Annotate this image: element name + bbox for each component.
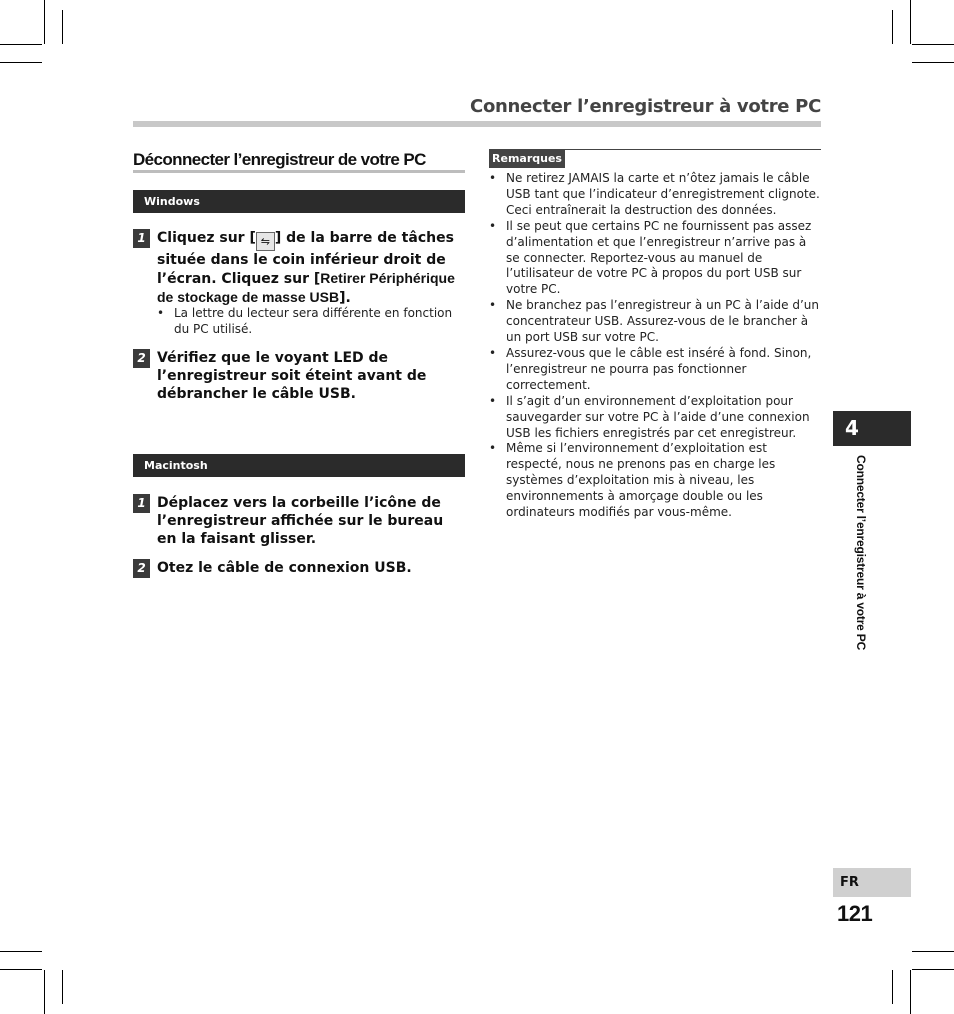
step-text-part: ]. bbox=[339, 290, 351, 306]
step-text-part: ] de la barre de tâches située dans le coin inférieur droit de l’écran. Cliquez sur [ bbox=[157, 230, 454, 287]
crop-mark bbox=[62, 10, 63, 44]
windows-step-1-number: 1 bbox=[133, 229, 150, 248]
crop-mark bbox=[44, 970, 45, 1014]
mac-step-1-text: Déplacez vers la corbeille l’icône de l’enregistreur affichée sur le bureau en la faisant glisser. bbox=[157, 495, 444, 547]
crop-mark bbox=[44, 0, 45, 44]
list-item bbox=[489, 394, 821, 442]
crop-mark bbox=[912, 44, 954, 45]
list-item-text: Même si l’environnement d’exploitation est respecté, nous ne prenons pas en charge les systèmes d’exploitation mis à niveau, les environnements à amorçage double ou les ordinateurs modifiés par vous-même. bbox=[506, 441, 776, 520]
page-number: 121 bbox=[837, 901, 873, 926]
windows-bar: Windows bbox=[133, 190, 465, 213]
windows-step-2-text: Vérifiez que le voyant LED de l’enregistreur soit éteint avant de débrancher le câble USB. bbox=[157, 350, 427, 402]
mac-step-2-text: Otez le câble de connexion USB. bbox=[157, 560, 412, 576]
list-item-text: Assurez-vous que le câble est inséré à fond. Sinon, l’enregistreur ne pourra pas fonctionner correctement. bbox=[506, 345, 812, 392]
list-item bbox=[489, 171, 821, 219]
mac-step-2-number: 2 bbox=[133, 559, 150, 578]
crop-mark bbox=[912, 969, 954, 970]
header-rule bbox=[133, 121, 821, 127]
crop-mark bbox=[62, 970, 63, 1004]
list-item bbox=[489, 219, 821, 299]
bullet: • bbox=[489, 298, 497, 313]
crop-mark bbox=[912, 62, 954, 63]
crop-mark bbox=[0, 44, 42, 45]
list-item-text: Il se peut que certains PC ne fournissent pas assez d’alimentation et que l’enregistreur n’arrive pas à se connecter. Reportez-vous au manuel de l’utilisateur de votre PC à propos du port USB sur votre PC. bbox=[506, 218, 812, 297]
crop-mark bbox=[912, 951, 954, 952]
chapter-number-tab: 4 bbox=[833, 411, 911, 446]
crop-mark bbox=[892, 970, 893, 1004]
windows-step-2-number: 2 bbox=[133, 349, 150, 368]
macintosh-bar: Macintosh bbox=[133, 454, 465, 477]
section-title: Déconnecter l’enregistreur de votre PC bbox=[133, 150, 426, 169]
chapter-side-title: Connecter l’enregistreur à votre PC bbox=[854, 455, 868, 651]
remarques-list bbox=[489, 171, 821, 521]
list-item-text: Ne retirez JAMAIS la carte et n’ôtez jamais le câble USB tant que l’indicateur d’enregistrement clignote. Ceci entraînerait la destruction des données. bbox=[506, 171, 820, 217]
crop-mark bbox=[0, 969, 42, 970]
bullet: • bbox=[489, 393, 497, 408]
windows-step-1-note bbox=[157, 306, 467, 337]
section-title-underline bbox=[133, 170, 465, 173]
list-item-text: Il s’agit d’un environnement d’exploitation pour sauvegarder sur votre PC à l’aide d’une connexion USB les fichiers enregistrés par cet enregistreur. bbox=[506, 393, 810, 440]
bullet: • bbox=[157, 306, 165, 320]
bullet: • bbox=[489, 171, 497, 185]
crop-mark bbox=[910, 0, 911, 44]
windows-step-1-text bbox=[157, 229, 467, 307]
remarques-label: Remarques bbox=[489, 149, 565, 168]
note-text: La lettre du lecteur sera différente en fonction du PC utilisé. bbox=[174, 306, 453, 336]
list-item bbox=[489, 346, 821, 394]
step-text-part: Cliquez sur [ bbox=[157, 230, 256, 246]
crop-mark bbox=[910, 970, 911, 1014]
crop-mark bbox=[0, 951, 42, 952]
bullet: • bbox=[489, 441, 497, 456]
running-header-title: Connecter l’enregistreur à votre PC bbox=[470, 96, 821, 117]
usb-remove-tray-icon: ⇋ bbox=[256, 232, 275, 251]
language-tab: FR bbox=[833, 868, 911, 897]
bullet: • bbox=[489, 218, 497, 233]
bullet: • bbox=[489, 345, 497, 360]
crop-mark bbox=[0, 62, 42, 63]
menu-item-reference: Retirer Périphérique de stockage de masse USB bbox=[157, 270, 455, 305]
list-item bbox=[489, 298, 821, 346]
mac-step-1-number: 1 bbox=[133, 494, 150, 513]
crop-mark bbox=[892, 10, 893, 44]
list-item-text: Ne branchez pas l’enregistreur à un PC à l’aide d’un concentrateur USB. Assurez-vous de le brancher à un port USB sur votre PC. bbox=[506, 298, 820, 345]
list-item bbox=[489, 441, 821, 521]
